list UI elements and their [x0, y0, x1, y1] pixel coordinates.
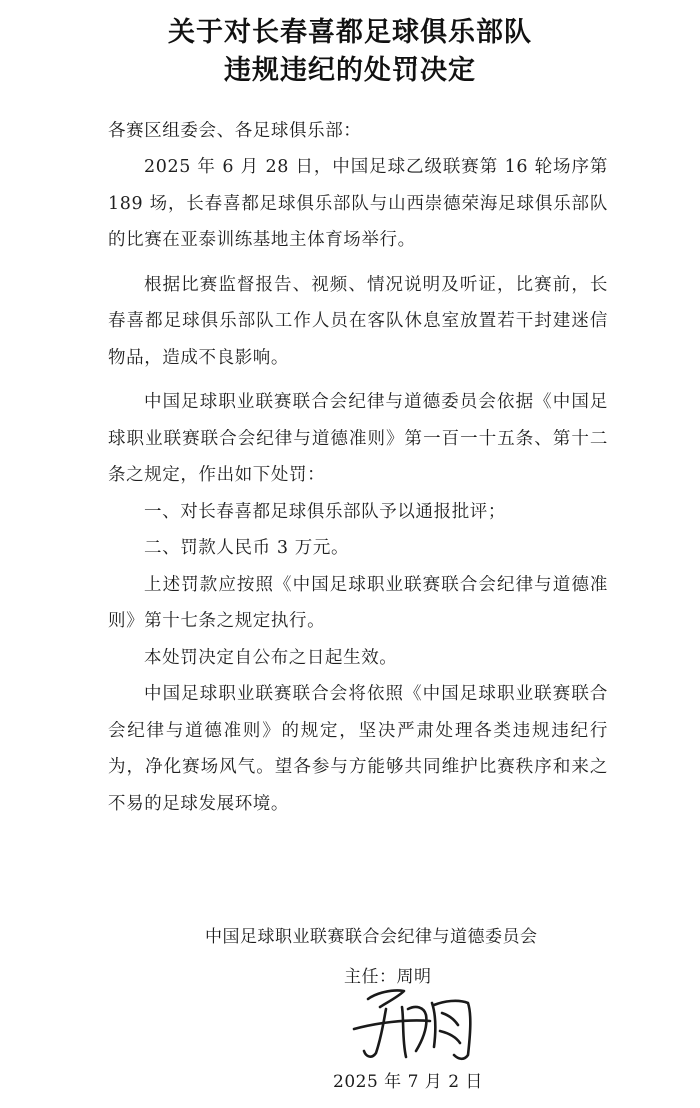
- signature-organization: 中国足球职业联赛联合会纪律与道德委员会: [205, 927, 538, 947]
- document-title-line-1: 关于对长春喜都足球俱乐部队: [168, 17, 532, 48]
- paragraph-penalty-1: 一、对长春喜都足球俱乐部队予以通报批评；: [144, 501, 506, 522]
- paragraph-effective: 本处罚决定自公布之日起生效。: [144, 647, 398, 668]
- document-body: [108, 149, 608, 822]
- paragraph-findings: 根据比赛监督报告、视频、情况说明及听证，比赛前，长春喜都足球俱乐部队工作人员在客队休息室放置若干封建迷信物品，造成不良影响。: [108, 274, 608, 368]
- paragraph-fine-execution: 上述罚款应按照《中国足球职业联赛联合会纪律与道德准则》第十七条之规定执行。: [108, 574, 608, 631]
- signature-date: 2025 年 7 月 2 日: [333, 1072, 483, 1092]
- paragraph-match-info: 2025 年 6 月 28 日，中国足球乙级联赛第 16 轮场序第 189 场，长春喜都足球俱乐部队与山西崇德荣海足球俱乐部队的比赛在亚泰训练基地主体育场举行。: [108, 157, 608, 250]
- paragraph-penalty-2: 二、罚款人民币 3 万元。: [144, 538, 350, 558]
- salutation: 各赛区组委会、各足球俱乐部：: [108, 121, 362, 141]
- signature-director: 主任：周明: [344, 967, 432, 987]
- paragraph-closing: 中国足球职业联赛联合会将依照《中国足球职业联赛联合会纪律与道德准则》的规定，坚决严肃处理各类违规违纪行为，净化赛场风气。望各参与方能够共同维护比赛秩序和来之不易的足球发展环境。: [108, 684, 608, 814]
- paragraph-basis: 中国足球职业联赛联合会纪律与道德委员会依据《中国足球职业联赛联合会纪律与道德准则》第一百一十五条、第十二条之规定，作出如下处罚：: [108, 392, 608, 485]
- handwritten-signature: [346, 985, 486, 1063]
- document-title-line-2: 违规违纪的处罚决定: [224, 55, 476, 86]
